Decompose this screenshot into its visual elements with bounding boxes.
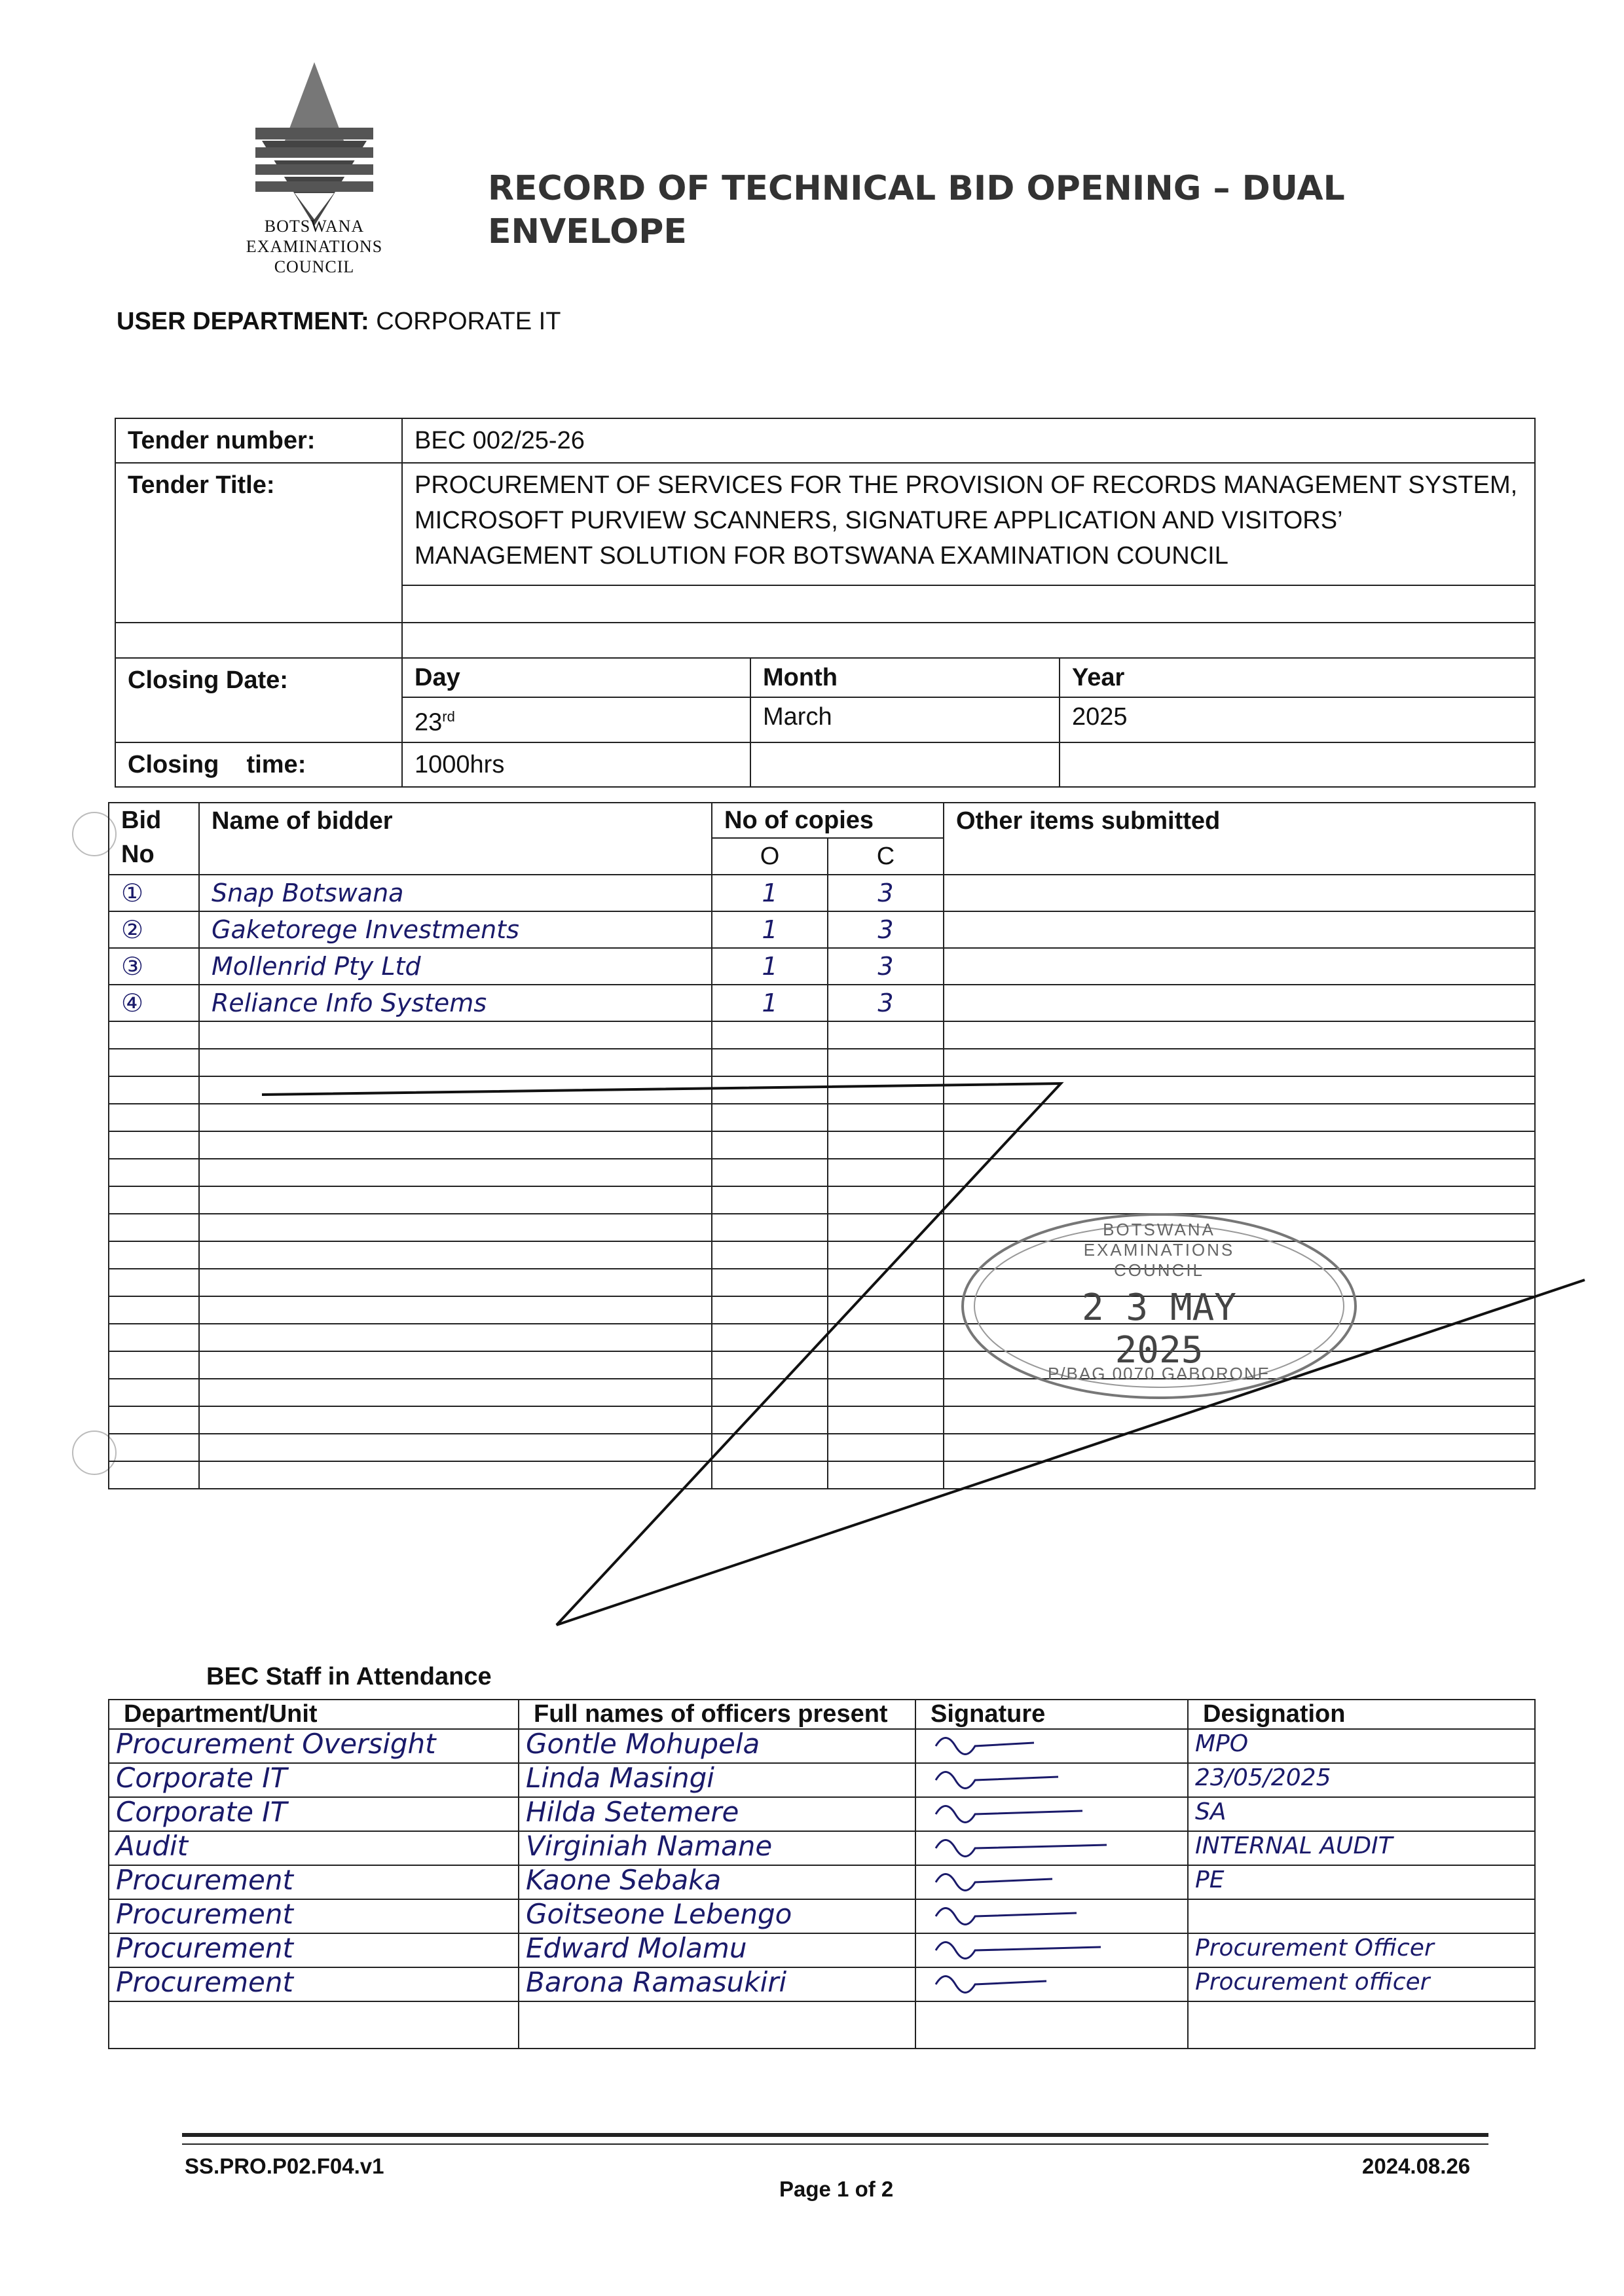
document-title: RECORD OF TECHNICAL BID OPENING – DUAL ENVELOPE (488, 169, 1345, 251)
signature-cell (915, 1831, 1188, 1865)
stamp-date: 2 3 MAY 2025 (1081, 1286, 1236, 1372)
copies-o-header: O (712, 838, 828, 875)
staff-rows (109, 1729, 1535, 2001)
table-row (109, 1831, 1535, 1865)
closing-time-label: Closing time: (115, 742, 402, 787)
staff-designation: MPO (1188, 1729, 1535, 1763)
form-date: 2024.08.26 (1362, 2154, 1471, 2178)
day-label: Day (403, 659, 750, 698)
staff-designation: Procurement officer (1188, 1967, 1535, 2001)
staff-dept: Corporate IT (109, 1763, 519, 1797)
org-name: BOTSWANA EXAMINATIONS COUNCIL (246, 217, 383, 276)
handwritten-signature-icon (923, 1832, 1119, 1858)
tender-title-label: Tender Title: (115, 463, 402, 623)
signature-header: Signature (915, 1700, 1188, 1729)
table-row (109, 1933, 1535, 1967)
signature-cell (915, 1899, 1188, 1933)
table-row: ① Snap Botswana 1 3 (109, 875, 1535, 911)
day-value: 23rd (415, 708, 455, 737)
tender-number-label: Tender number: (115, 418, 402, 463)
staff-designation: Procurement Officer (1188, 1933, 1535, 1967)
staff-dept: Procurement Oversight (109, 1729, 519, 1763)
table-row: ② Gaketorege Investments 1 3 (109, 911, 1535, 948)
staff-designation: INTERNAL AUDIT (1188, 1831, 1535, 1865)
year-value: 2025 (1072, 703, 1128, 731)
handwritten-signature-icon (923, 1900, 1119, 1926)
year-label: Year (1060, 659, 1534, 698)
designation-header: Designation (1188, 1700, 1535, 1729)
dept-header: Department/Unit (109, 1700, 519, 1729)
month-label: Month (751, 659, 1059, 698)
signature-cell (915, 1967, 1188, 2001)
copies-header: No of copies (712, 803, 944, 838)
staff-dept: Procurement (109, 1967, 519, 2001)
signature-cell (915, 1797, 1188, 1831)
staff-name: Edward Molamu (519, 1933, 915, 1967)
signature-cell (915, 1865, 1188, 1899)
table-row: ④ Reliance Info Systems 1 3 (109, 985, 1535, 1021)
table-row (109, 1899, 1535, 1933)
signature-cell (915, 1763, 1188, 1797)
handwritten-signature-icon (923, 1764, 1119, 1790)
staff-name: Linda Masingi (519, 1763, 915, 1797)
table-row (109, 1729, 1535, 1763)
staff-name: Virginiah Namane (519, 1831, 915, 1865)
staff-name: Gontle Mohupela (519, 1729, 915, 1763)
copies-c-header: C (828, 838, 944, 875)
tender-title-value: PROCUREMENT OF SERVICES FOR THE PROVISION OF RECORDS MANAGEMENT SYSTEM, MICROSOFT PURVIEW SCANNERS, SIGNATURE APPLICATION AND VISITORS’ MANAGEMENT SOLUTION FOR BOTSWANA EXAMINATION COUNCIL (402, 463, 1535, 585)
handwritten-signature-icon (923, 1968, 1119, 1994)
staff-dept: Audit (109, 1831, 519, 1865)
handwritten-signature-icon (923, 1798, 1119, 1824)
table-row (109, 1865, 1535, 1899)
received-stamp (950, 1201, 1369, 1411)
staff-name: Goitseone Lebengo (519, 1899, 915, 1933)
form-code: SS.PRO.P02.F04.v1 (185, 2154, 384, 2178)
signature-cell (915, 1933, 1188, 1967)
stamp-top-text: BOTSWANA EXAMINATIONS COUNCIL (1083, 1220, 1235, 1280)
staff-dept: Corporate IT (109, 1797, 519, 1831)
table-row: ③ Mollenrid Pty Ltd 1 3 (109, 948, 1535, 985)
footer-divider (182, 2133, 1488, 2145)
user-department: USER DEPARTMENT: CORPORATE IT (117, 308, 561, 335)
handwritten-signature-icon (923, 1866, 1119, 1892)
table-row (109, 1967, 1535, 2001)
staff-dept: Procurement (109, 1865, 519, 1899)
handwritten-signature-icon (923, 1934, 1119, 1960)
staff-designation: 23/05/2025 (1188, 1763, 1535, 1797)
staff-section-title: BEC Staff in Attendance (206, 1663, 492, 1690)
bidder-name-header: Name of bidder (199, 803, 712, 875)
staff-designation (1188, 1899, 1535, 1933)
page-number: Page 1 of 2 (779, 2177, 894, 2201)
tender-number-value: BEC 002/25-26 (402, 418, 1535, 463)
staff-designation: SA (1188, 1797, 1535, 1831)
table-row (109, 1797, 1535, 1831)
staff-name: Barona Ramasukiri (519, 1967, 915, 2001)
staff-designation: PE (1188, 1865, 1535, 1899)
staff-name: Kaone Sebaka (519, 1865, 915, 1899)
staff-attendance-table (108, 1699, 1536, 2049)
closing-time-value: 1000hrs (402, 742, 750, 787)
closing-date-label: Closing Date: (115, 658, 402, 742)
staff-dept: Procurement (109, 1933, 519, 1967)
staff-name: Hilda Setemere (519, 1797, 915, 1831)
names-header: Full names of officers present (519, 1700, 915, 1729)
table-row (109, 1763, 1535, 1797)
signature-cell (915, 1729, 1188, 1763)
handwritten-signature-icon (923, 1730, 1119, 1756)
stamp-bottom-text: P/BAG 0070 GABORONE (1047, 1364, 1270, 1383)
other-items-header: Other items submitted (944, 803, 1535, 875)
bid-no-header: Bid No (109, 803, 199, 875)
month-value: March (763, 703, 832, 731)
staff-dept: Procurement (109, 1899, 519, 1933)
